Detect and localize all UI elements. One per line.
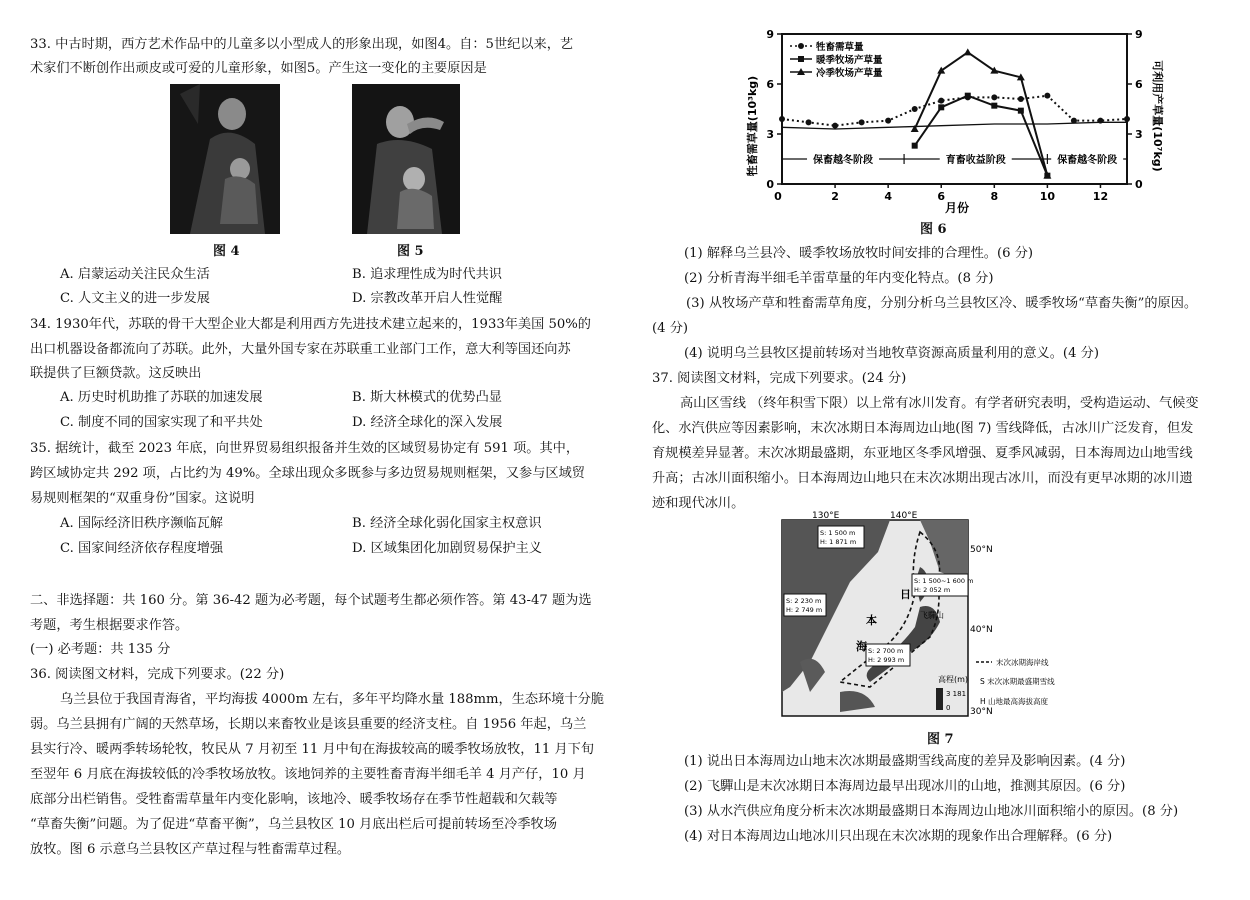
map-place-label: 飞驒山 bbox=[920, 611, 944, 620]
map-lon-label: 140°E bbox=[890, 511, 918, 521]
q34-line2: 出口机器设备都流向了苏联。此外，大量外国专家在苏联重工业部门工作，意大利等国还向苏 bbox=[30, 342, 571, 357]
q37-para-line: 高山区雪线 （终年积雪下限）以上常有冰川发育。有学者研究表明，受构造运动、气候变 bbox=[680, 396, 1199, 411]
x-tick-label: 0 bbox=[774, 190, 782, 203]
map-box-text: H: 1 871 m bbox=[820, 538, 857, 546]
q33-option-d: D. 宗教改革开启人性觉醒 bbox=[352, 291, 503, 306]
q34-option-d: D. 经济全球化的深入发展 bbox=[352, 415, 503, 430]
q36-para-line: 放牧。图 6 示意乌兰县牧区产草过程与牲畜需草过程。 bbox=[30, 842, 351, 857]
series-point bbox=[1018, 96, 1024, 102]
phase-label: 育畜收益阶段 bbox=[945, 155, 1006, 166]
x-tick-label: 8 bbox=[990, 190, 999, 203]
figure-6-caption: 图 6 bbox=[920, 222, 947, 237]
q33-line2: 术家们不断创作出顽皮或可爱的儿童形象，如图5。产生这一变化的主要原因是 bbox=[30, 61, 487, 76]
q35-line2: 跨区域协定共 292 项，占比约为 49%。全球出现众多既参与多边贸易规则框架，又参与区域贸 bbox=[30, 466, 585, 481]
q35-option-b: B. 经济全球化弱化国家主权意识 bbox=[352, 516, 542, 531]
q36-para-line: 至翌年 6 月底在海拔较低的冷季牧场放牧。该地饲养的主要牲畜青海半细毛羊 4 月产仔，10 月 bbox=[30, 767, 586, 782]
q34-option-a: A. 历史时机助推了苏联的加速发展 bbox=[60, 390, 263, 405]
series-point bbox=[1044, 93, 1050, 99]
y-tick-label-right: 9 bbox=[1135, 28, 1143, 41]
series-point bbox=[991, 103, 997, 109]
q33-line1: 33. 中古时期，西方艺术作品中的儿童多以小型成人的形象出现，如图4。自：5世纪以来，艺 bbox=[30, 37, 574, 52]
map-box-text: S: 1 500 m bbox=[820, 529, 856, 537]
q36-question-3-score: (4 分) bbox=[652, 321, 689, 336]
q35-option-c: C. 国家间经济依存程度增强 bbox=[60, 541, 224, 556]
q36-para-line: 乌兰县位于我国青海省，平均海拔 4000m 左右，多年平均降水量 188mm，生态环境十分脆 bbox=[60, 692, 605, 707]
q36-question-3: (3) 从牧场产草和牲畜需草角度，分别分析乌兰县牧区冷、暖季牧场“草畜失衡”的原因。 bbox=[686, 296, 1198, 311]
legend-label: 暖季牧场产草量 bbox=[816, 55, 883, 66]
map-place-label: 日 bbox=[900, 588, 911, 601]
series-point bbox=[779, 116, 785, 122]
map-lon-label: 130°E bbox=[812, 511, 840, 521]
q34-line1: 34. 1930年代，苏联的骨干大型企业大都是利用西方先进技术建立起来的，1933年美国 50%的 bbox=[30, 317, 591, 332]
q34-option-b: B. 斯大林模式的优势凸显 bbox=[352, 390, 502, 405]
section2-line2: 考题，考生根据要求作答。 bbox=[30, 618, 189, 633]
series-point bbox=[964, 48, 972, 55]
q36-para-line: 底部分出栏销售。受牲畜需草量年内变化影响，该地冷、暖季牧场存在季节性超载和欠载等 bbox=[30, 792, 558, 807]
map-elev-bar bbox=[936, 688, 943, 710]
figure-6-chart bbox=[742, 26, 1162, 216]
map-box-text: H: 2 749 m bbox=[786, 606, 823, 614]
series-point bbox=[912, 106, 918, 112]
map-legend-item: H 山地最高海拔高度 bbox=[980, 697, 1049, 706]
q36-head: 36. 阅读图文材料，完成下列要求。(22 分) bbox=[30, 667, 285, 682]
q37-question-4: (4) 对日本海周边山地冰川只出现在末次冰期的现象作出合理解释。(6 分) bbox=[684, 829, 1113, 844]
figure-7-map bbox=[770, 512, 1100, 724]
q34-option-c: C. 制度不同的国家实现了和平共处 bbox=[60, 415, 263, 430]
legend-marker bbox=[798, 56, 804, 62]
map-legend-item: 末次冰期海岸线 bbox=[996, 658, 1049, 667]
q35-line1: 35. 据统计，截至 2023 年底，向世界贸易组织报备并生效的区域贸易协定有 591 项。其中， bbox=[30, 441, 580, 456]
map-box-text: S: 1 500~1 600 m bbox=[914, 577, 974, 585]
series-point bbox=[859, 119, 865, 125]
q37-head: 37. 阅读图文材料，完成下列要求。(24 分) bbox=[652, 371, 907, 386]
legend-label: 冷季牧场产草量 bbox=[816, 68, 883, 79]
q35-option-a: A. 国际经济旧秩序濒临瓦解 bbox=[60, 516, 223, 531]
q37-question-3: (3) 从水汽供应角度分析末次冰期最盛期日本海周边山地冰川面积缩小的原因。(8 分) bbox=[684, 804, 1179, 819]
q36-para-line: 弱。乌兰县拥有广阔的天然草场，长期以来畜牧业是该县重要的经济支柱。自 1956 年起，乌兰 bbox=[30, 717, 587, 732]
y-tick-label-right: 0 bbox=[1135, 178, 1143, 191]
figure-6-ylabel-right: 可利用产草量(10⁷kg) bbox=[1151, 60, 1164, 172]
q37-para-line: 迹和现代冰川。 bbox=[652, 496, 745, 511]
q33-option-b: B. 追求理性成为时代共识 bbox=[352, 267, 502, 282]
legend-label: 牲畜需草量 bbox=[816, 42, 864, 53]
q35-line3: 易规则框架的“双重身份”国家。这说明 bbox=[30, 491, 255, 506]
map-box-text: H: 2 993 m bbox=[868, 656, 905, 664]
y-tick-label-left: 9 bbox=[766, 28, 774, 41]
series-point bbox=[885, 118, 891, 124]
series-point bbox=[1018, 108, 1024, 114]
map-legend-item: S 末次冰期最盛期雪线 bbox=[980, 677, 1055, 686]
x-tick-label: 4 bbox=[884, 190, 892, 203]
x-tick-label: 10 bbox=[1039, 190, 1056, 203]
series-point bbox=[1124, 116, 1130, 122]
q37-question-2: (2) 飞驒山是末次冰期日本海周边最早出现冰川的山地，推测其原因。(6 分) bbox=[684, 779, 1126, 794]
q36-question-1: (1) 解释乌兰县冷、暖季牧场放牧时间安排的合理性。(6 分) bbox=[684, 246, 1034, 261]
figure-6-xlabel: 月份 bbox=[944, 201, 970, 215]
map-elev-value: 3 181 bbox=[946, 690, 967, 698]
phase-label: 保畜越冬阶段 bbox=[1057, 155, 1118, 166]
y-tick-label-right: 3 bbox=[1135, 128, 1143, 141]
map-box-text: S: 2 230 m bbox=[786, 597, 822, 605]
q36-question-2: (2) 分析青海半细毛羊雷草量的年内变化特点。(8 分) bbox=[684, 271, 994, 286]
y-tick-label-right: 6 bbox=[1135, 78, 1143, 91]
y-tick-label-left: 6 bbox=[766, 78, 774, 91]
q37-para-line: 育规模差异显著。末次冰期最盛期，东亚地区冬季风增强、夏季风减弱，日本海周边山地雪线 bbox=[652, 446, 1193, 461]
series-point bbox=[938, 104, 944, 110]
figure-6-legend bbox=[790, 41, 883, 79]
y-tick-label-left: 3 bbox=[766, 128, 774, 141]
series-point bbox=[806, 119, 812, 125]
q37-question-1: (1) 说出日本海周边山地末次冰期最盛期雪线高度的差异及影响因素。(4 分) bbox=[684, 754, 1126, 769]
section2-sub: (一) 必考题：共 135 分 bbox=[30, 642, 171, 657]
series-point bbox=[912, 143, 918, 149]
q37-para-line: 升高；古冰川面积缩小。日本海周边山地只在末次冰期出现古冰川，而没有更早冰期的冰川遗 bbox=[652, 471, 1193, 486]
figure-4-caption: 图 4 bbox=[213, 244, 240, 259]
q35-option-d: D. 区域集团化加剧贸易保护主义 bbox=[352, 541, 542, 556]
map-box-text: H: 2 052 m bbox=[914, 586, 951, 594]
q37-para-line: 化、水汽供应等因素影响，末次冰期日本海周边山地(图 7) 雪线降低，古冰川广泛发育，但发 bbox=[652, 421, 1194, 436]
section2-line1: 二、非选择题：共 160 分。第 36-42 题为必考题，每个试题考生都必须作答。第 43-47 题为选 bbox=[30, 593, 592, 608]
figure-5-caption: 图 5 bbox=[397, 244, 424, 259]
map-place-label: 本 bbox=[866, 614, 877, 627]
map-place-label: 海 bbox=[856, 640, 867, 653]
q36-para-line: 县实行冷、暖两季转场轮牧，牧民从 7 月初至 11 月中旬在海拔较高的暖季牧场放牧，11 月下旬 bbox=[30, 742, 595, 757]
series-point bbox=[991, 94, 997, 100]
series-point bbox=[832, 123, 838, 129]
q36-question-4: (4) 说明乌兰县牧区提前转场对当地牧草资源高质量利用的意义。(4 分) bbox=[684, 346, 1099, 361]
x-tick-label: 2 bbox=[831, 190, 839, 203]
legend-marker bbox=[798, 43, 804, 49]
q33-option-c: C. 人文主义的进一步发展 bbox=[60, 291, 210, 306]
phase-label: 保畜越冬阶段 bbox=[813, 155, 874, 166]
q36-para-line: “草畜失衡”问题。为了促进“草畜平衡”，乌兰县牧区 10 月底出栏后可提前转场至冷季牧场 bbox=[30, 817, 557, 832]
figure-7-caption: 图 7 bbox=[927, 732, 954, 747]
x-tick-label: 12 bbox=[1092, 190, 1109, 203]
map-elev-title: 高程(m) bbox=[938, 675, 969, 684]
y-tick-label-left: 0 bbox=[766, 178, 774, 191]
q34-line3: 联提供了巨额贷款。这反映出 bbox=[30, 366, 202, 381]
q33-option-a: A. 启蒙运动关注民众生活 bbox=[60, 267, 210, 282]
map-elev-value: 0 bbox=[946, 704, 951, 712]
map-lat-label: 50°N bbox=[970, 545, 993, 555]
figure-4-photo bbox=[170, 84, 280, 234]
series-point bbox=[965, 93, 971, 99]
map-lat-label: 30°N bbox=[970, 707, 993, 717]
figure-5-photo bbox=[352, 84, 460, 234]
map-lat-label: 40°N bbox=[970, 625, 993, 635]
map-box-text: S: 2 700 m bbox=[868, 647, 904, 655]
figure-6-ylabel-left: 牲畜需草量(10³kg) bbox=[746, 75, 759, 177]
x-tick-label: 6 bbox=[937, 190, 946, 203]
series-point bbox=[938, 98, 944, 104]
